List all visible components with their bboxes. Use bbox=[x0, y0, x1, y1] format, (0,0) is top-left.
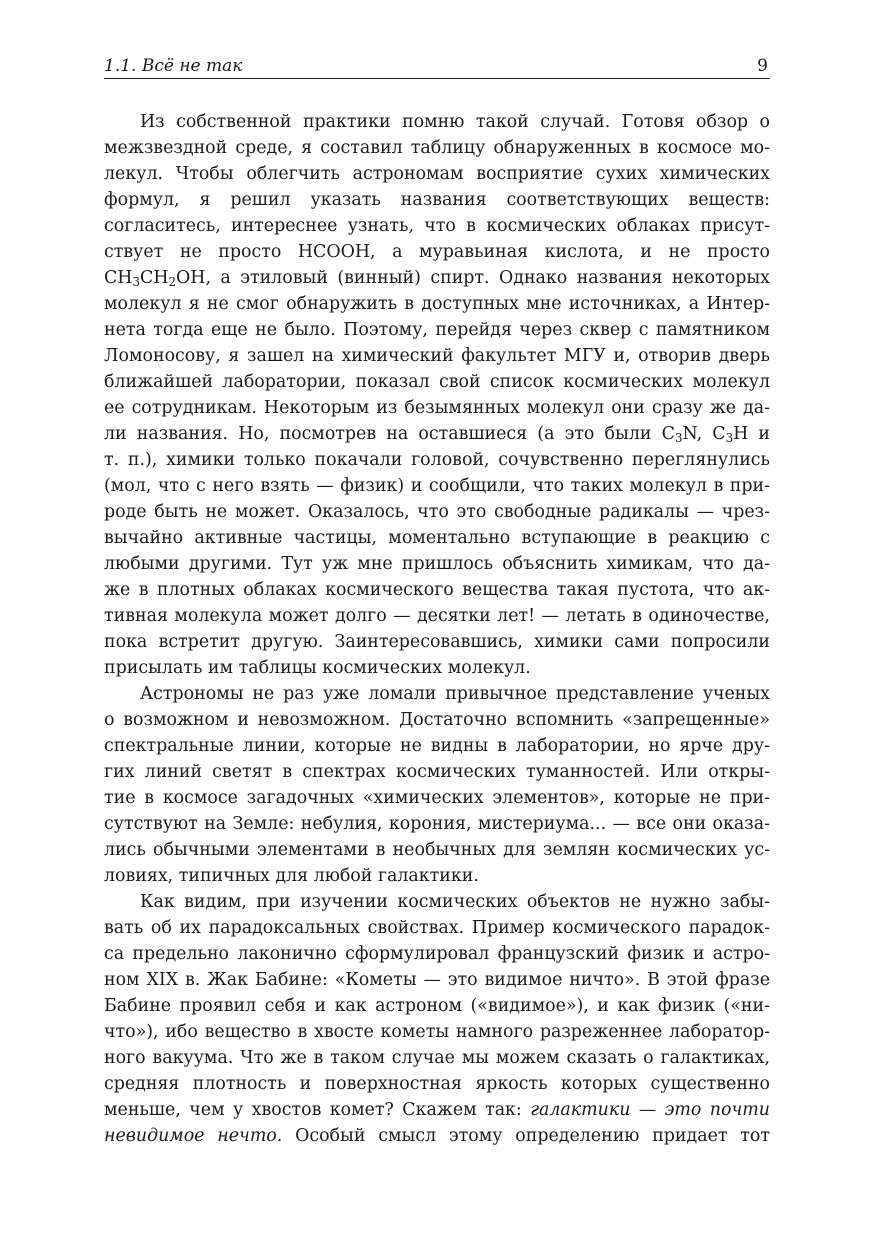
text-line bbox=[104, 577, 770, 603]
text-line bbox=[104, 291, 770, 317]
text-line bbox=[104, 473, 770, 499]
text-line bbox=[104, 993, 770, 1019]
text-line bbox=[104, 759, 770, 785]
text-run: роде быть не может. Оказалось, что это свободные радикалы — чрез- bbox=[104, 502, 770, 522]
text-run: Особый смысл этому определению придает тот bbox=[282, 1126, 770, 1146]
text-line bbox=[104, 785, 770, 811]
text-run: молекул я не смог обнаружить в доступных мне источниках, а Интер- bbox=[104, 294, 770, 314]
subscript: 3 bbox=[132, 274, 141, 289]
text-line bbox=[104, 1097, 770, 1123]
text-run: средняя плотность и поверхностная яркость которых существенно bbox=[104, 1074, 770, 1094]
text-line bbox=[104, 499, 770, 525]
text-run: согласитесь, интереснее узнать, что в космических облаках присут- bbox=[104, 216, 770, 236]
text-run: же в плотных облаках космического вещества такая пустота, что ак- bbox=[104, 580, 770, 600]
text-run: H и bbox=[733, 424, 770, 444]
text-line bbox=[104, 213, 770, 239]
text-run: гих линий светят в спектрах космических туманностей. Или откры- bbox=[104, 762, 770, 782]
text-run: Ломоносову, я зашел на химический факультет МГУ и, отворив дверь bbox=[104, 346, 770, 366]
text-run: ного вакуума. Что же в таком случае мы можем сказать о галактиках, bbox=[104, 1048, 770, 1068]
text-run: что»), ибо вещество в хвосте кометы намного разреженнее лаборатор- bbox=[104, 1022, 770, 1042]
text-run: Бабине проявил себя и как астроном («видимое»), и как физик («ни- bbox=[104, 996, 770, 1016]
text-line bbox=[104, 1019, 770, 1045]
text-run: ловиях, типичных для любой галактики. bbox=[104, 866, 479, 886]
text-run: N, C bbox=[682, 424, 726, 444]
paragraph bbox=[104, 109, 770, 681]
text-line bbox=[104, 681, 770, 707]
text-run: вать об их парадоксальных свойствах. Пример космического парадок- bbox=[104, 918, 770, 938]
subscript: 3 bbox=[674, 430, 683, 445]
text-line bbox=[104, 551, 770, 577]
text-run: са предельно лаконично сформулировал французский физик и астро- bbox=[104, 944, 770, 964]
text-run: формул, я решил указать названия соответствующих веществ: bbox=[104, 190, 770, 210]
text-line bbox=[104, 655, 770, 681]
paragraph bbox=[104, 681, 770, 889]
text-line bbox=[104, 967, 770, 993]
subscript: 2 bbox=[168, 274, 177, 289]
text-line bbox=[104, 733, 770, 759]
text-line bbox=[104, 811, 770, 837]
text-line bbox=[104, 369, 770, 395]
text-line bbox=[104, 317, 770, 343]
text-line bbox=[104, 915, 770, 941]
text-run: любыми другими. Тут уж мне пришлось объяснить химикам, что да- bbox=[104, 554, 770, 574]
text-line bbox=[104, 863, 770, 889]
text-line bbox=[104, 629, 770, 655]
text-line bbox=[104, 161, 770, 187]
text-run: сутствуют на Земле: небулия, корония, мистериума... — все они оказа- bbox=[104, 814, 770, 834]
text-line bbox=[104, 603, 770, 629]
text-run: Астрономы не раз уже ломали привычное представление ученых bbox=[140, 684, 770, 704]
text-line bbox=[104, 707, 770, 733]
body-text bbox=[104, 109, 770, 1149]
running-header bbox=[104, 52, 770, 79]
text-line bbox=[104, 265, 770, 291]
text-run: ли названия. Но, посмотрев на оставшиеся (а это были C bbox=[104, 424, 675, 444]
text-run: межзвездной среде, я составил таблицу обнаруженных в космосе мо- bbox=[104, 138, 770, 158]
page-number: 9 bbox=[757, 56, 768, 76]
emphasis: невидимое нечто. bbox=[104, 1126, 283, 1146]
paragraph bbox=[104, 889, 770, 1149]
text-run: т. п.), химики только покачали головой, сочувственно переглянулись bbox=[104, 450, 770, 470]
text-run: о возможном и невозможном. Достаточно вспомнить «запрещенные» bbox=[104, 710, 770, 730]
text-run: (мол, что с него взять — физик) и сообщили, что таких молекул в при- bbox=[104, 476, 770, 496]
emphasis: галактики — это почти bbox=[530, 1100, 770, 1120]
text-run: пока встретит другую. Заинтересовавшись, химики сами попросили bbox=[104, 632, 770, 652]
text-run: лекул. Чтобы облегчить астрономам восприятие сухих химических bbox=[104, 164, 770, 184]
text-run: тие в космосе загадочных «химических элементов», которые не при- bbox=[104, 788, 770, 808]
text-run: ном XIX в. Жак Бабине: «Кометы — это видимое ничто». В этой фразе bbox=[104, 970, 770, 990]
text-run: Как видим, при изучении космических объектов не нужно забы- bbox=[140, 892, 770, 912]
text-line bbox=[104, 1123, 770, 1149]
text-line bbox=[104, 109, 770, 135]
text-line bbox=[104, 837, 770, 863]
text-line bbox=[104, 421, 770, 447]
text-run: CH bbox=[104, 268, 133, 288]
text-line bbox=[104, 395, 770, 421]
text-run: вычайно активные частицы, моментально вступающие в реакцию с bbox=[104, 528, 770, 548]
text-line bbox=[104, 1071, 770, 1097]
text-line bbox=[104, 525, 770, 551]
text-run: Из собственной практики помню такой случай. Готовя обзор о bbox=[140, 112, 770, 132]
text-run: OH, а этиловый (винный) спирт. Однако названия некоторых bbox=[176, 268, 770, 288]
text-run: спектральные линии, которые не видны в лаборатории, но ярче дру- bbox=[104, 736, 770, 756]
text-line bbox=[104, 187, 770, 213]
text-run: присылать им таблицы космических молекул. bbox=[104, 658, 531, 678]
text-run: ближайшей лаборатории, показал свой список космических молекул bbox=[104, 372, 770, 392]
text-run: CH bbox=[140, 268, 169, 288]
text-line bbox=[104, 239, 770, 265]
text-line bbox=[104, 941, 770, 967]
text-line bbox=[104, 889, 770, 915]
text-line bbox=[104, 447, 770, 473]
text-line bbox=[104, 1045, 770, 1071]
text-run: лись обычными элементами в необычных для землян космических ус- bbox=[104, 840, 770, 860]
text-run: ее сотрудникам. Некоторым из безымянных молекул они сразу же да- bbox=[104, 398, 770, 418]
text-run: меньше, чем у хвостов комет? Скажем так: bbox=[104, 1100, 531, 1120]
text-run: нета тогда еще не было. Поэтому, перейдя через сквер с памятником bbox=[104, 320, 770, 340]
section-title: 1.1. Всё не так bbox=[104, 56, 243, 76]
text-run: тивная молекула может долго — десятки лет! — летать в одиночестве, bbox=[104, 606, 770, 626]
text-line bbox=[104, 135, 770, 161]
text-run: ствует не просто HCOOH, а муравьиная кислота, и не просто bbox=[104, 242, 770, 262]
text-line bbox=[104, 343, 770, 369]
subscript: 3 bbox=[725, 430, 734, 445]
